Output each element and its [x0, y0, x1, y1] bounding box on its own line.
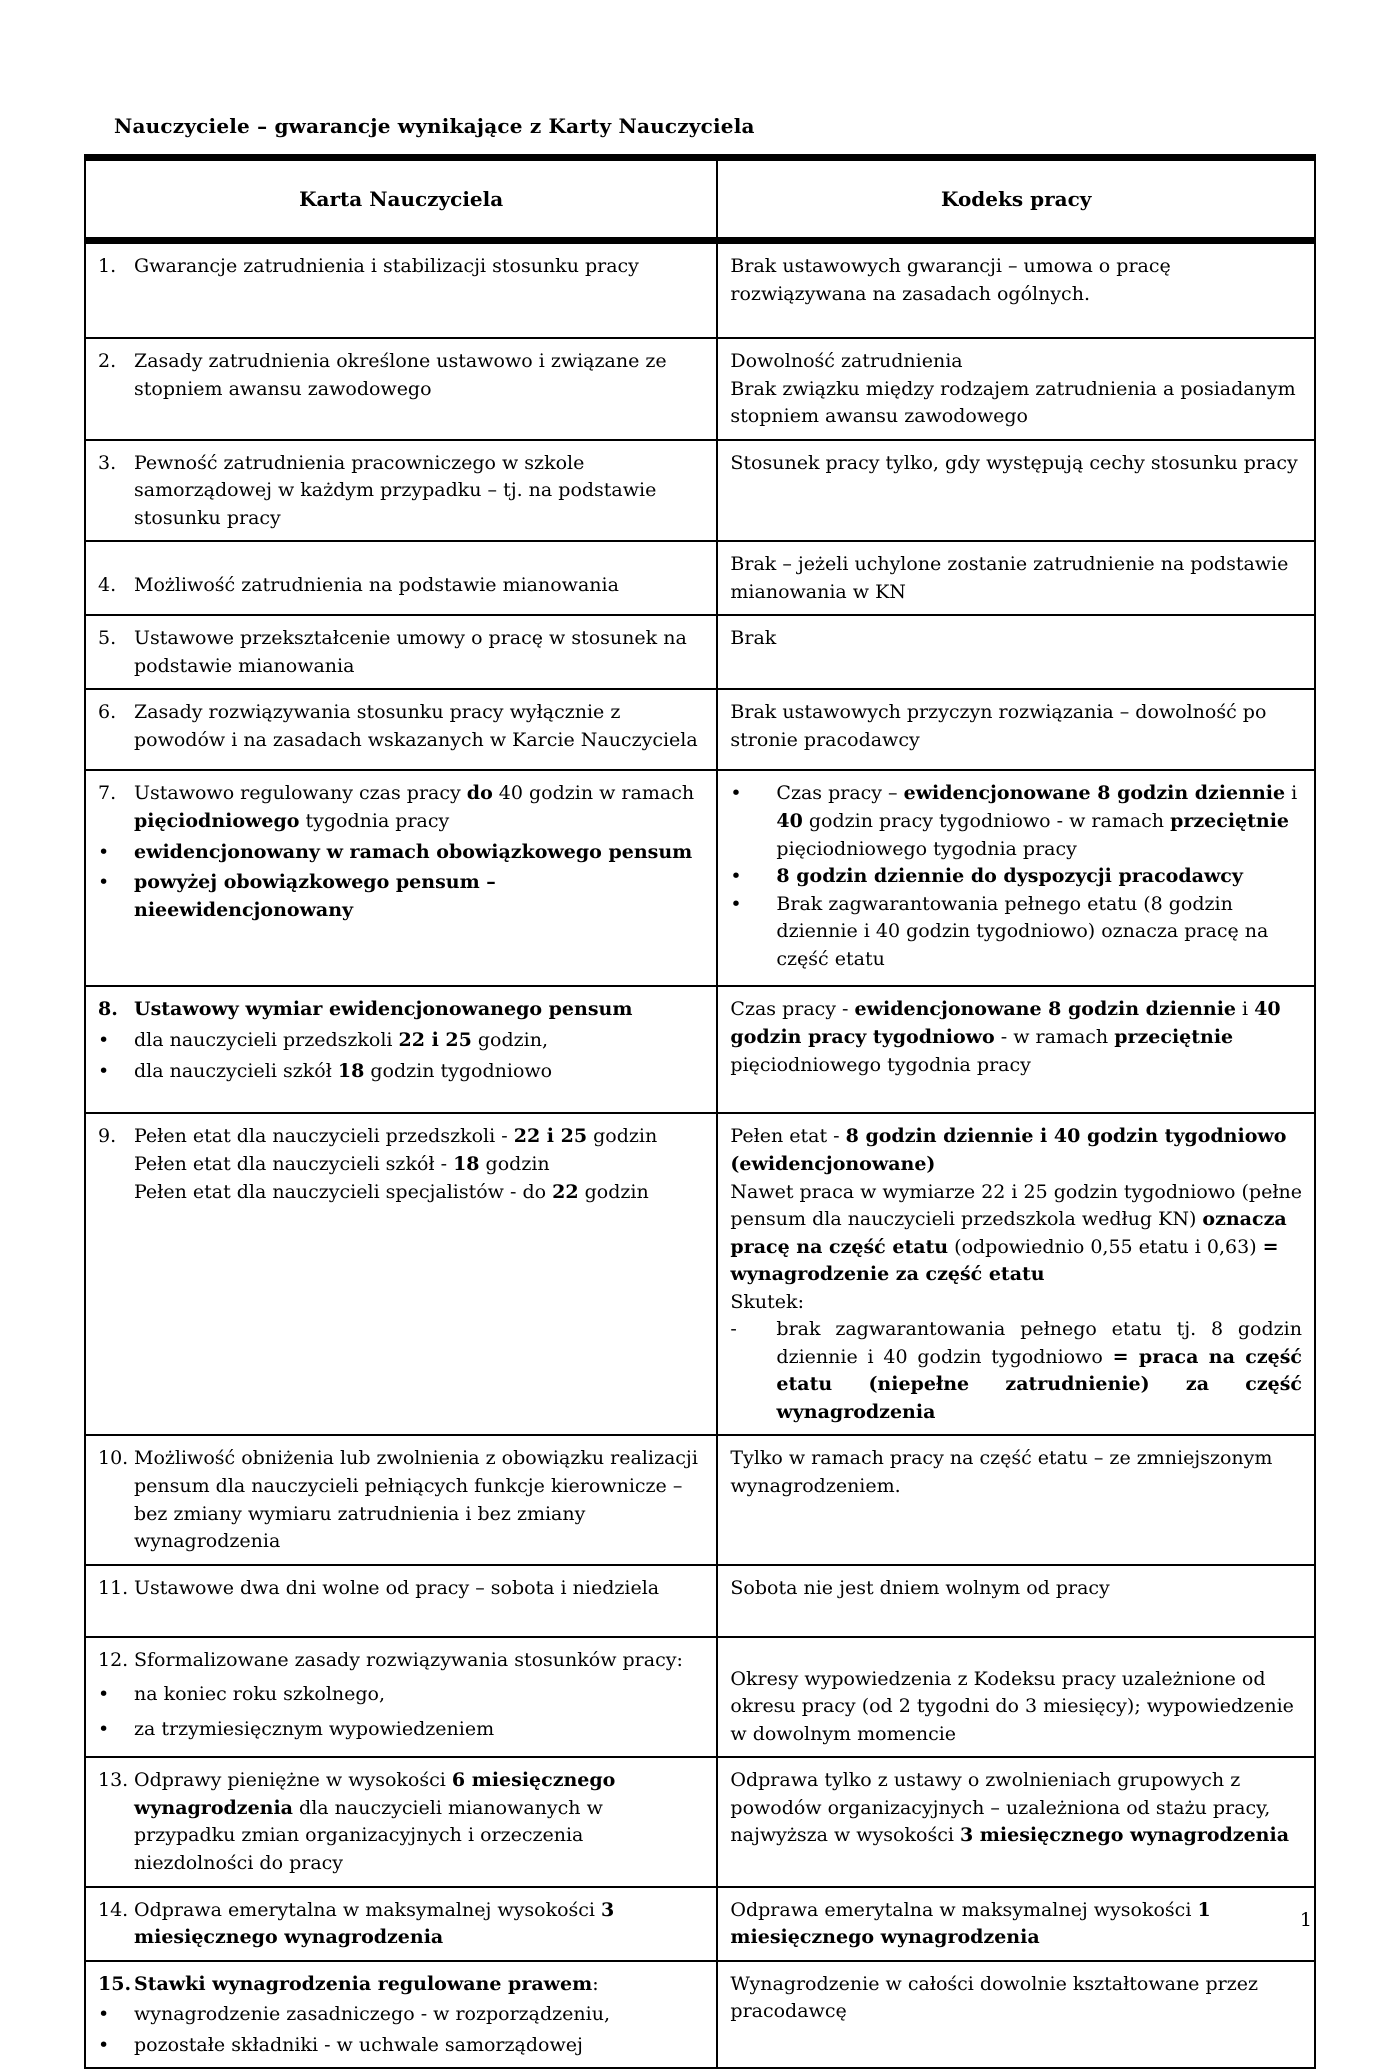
list-item-text: dla nauczycieli przedszkoli 22 i 25 godzin,: [134, 1029, 549, 1052]
list-marker: -: [730, 1318, 737, 1341]
list-item: [98, 625, 704, 680]
list-item-text: ewidencjonowany w ramach obowiązkowego pensum: [134, 840, 693, 863]
paragraph: Pełen etat - 8 godzin dziennie i 40 godzin tygodniowo (ewidencjonowane): [730, 1125, 1287, 1176]
list-item: [98, 572, 704, 600]
list-item-text: Ustawowe dwa dni wolne od pracy – sobota i niedziela: [134, 1576, 660, 1599]
kodeks-cell: [718, 244, 1314, 337]
list-marker: 11.: [98, 1576, 129, 1599]
karta-cell: [86, 1638, 718, 1757]
list-marker: 4.: [98, 574, 117, 597]
list-item-text: Zasady rozwiązywania stosunku pracy wyłącznie z powodów i na zasadach wskazanych w Karcie Nauczyciela: [134, 701, 698, 752]
table-row: [86, 1960, 1314, 2068]
list-marker: 15.: [98, 1972, 132, 1995]
list-item: [98, 1027, 704, 1055]
paragraph: Brak ustawowych przyczyn rozwiązania – dowolność po stronie pracodawcy: [730, 701, 1267, 752]
paragraph: Odprawa tylko z ustawy o zwolnieniach grupowych z powodów organizacyjnych – uzależniona od stażu pracy, najwyższa w wysokości 3 miesięcznego wynagrodzenia: [730, 1769, 1290, 1847]
list-item-text: pozostałe składniki - w uchwale samorządowej: [134, 2033, 583, 2056]
paragraph: Okresy wypowiedzenia z Kodeksu pracy uzależnione od okresu pracy (od 2 tygodni do 3 miesięcy); wypowiedzenie w dowolnym momencie: [730, 1667, 1294, 1745]
list-marker: 2.: [98, 350, 117, 372]
list-item: [98, 1058, 704, 1086]
list-item: [98, 1971, 704, 1999]
karta-cell: [86, 771, 718, 985]
kodeks-cell: [718, 339, 1314, 439]
karta-cell: [86, 1436, 718, 1563]
karta-cell: [86, 339, 718, 439]
list-item-text: 8 godzin dziennie do dyspozycji pracodawcy: [776, 865, 1243, 888]
list-marker: 3.: [98, 451, 117, 474]
table-row: [86, 244, 1314, 337]
paragraph: Dowolność zatrudnienia: [730, 350, 963, 372]
list-item-text: Możliwość obniżenia lub zwolnienia z obowiązku realizacji pensum dla nauczycieli pełniących funkcje kierownicze – bez zmiany wymiaru zatrudnienia i bez zmiany wynagrodzenia: [134, 1447, 698, 1553]
list-marker: 12.: [98, 1648, 129, 1671]
list-item-text: dla nauczycieli szkół 18 godzin tygodniowo: [134, 1059, 553, 1082]
list-item-text: Sformalizowane zasady rozwiązywania stosunków pracy:: [134, 1648, 683, 1671]
paragraph: Czas pracy - ewidencjonowane 8 godzin dziennie i 40 godzin pracy tygodniowo - w ramach przeciętnie pięciodniowego tygodnia pracy: [730, 998, 1281, 1076]
paragraph: Nawet praca w wymiarze 22 i 25 godzin tygodniowo (pełne pensum dla nauczycieli przedszkola według KN) oznacza pracę na część etatu (odpowiednio 0,55 etatu i 0,63) = wynagrodzenie za część etatu: [730, 1180, 1302, 1286]
paragraph: Pełen etat dla nauczycieli specjalistów - do 22 godzin: [134, 1180, 649, 1203]
kodeks-cell: [718, 1436, 1314, 1563]
paragraph: Tylko w ramach pracy na część etatu – ze zmniejszonym wynagrodzeniem.: [730, 1447, 1273, 1498]
table-row: [86, 540, 1314, 614]
list-item: [730, 863, 1302, 891]
list-item: [98, 1681, 704, 1709]
kodeks-cell: [718, 1962, 1314, 2068]
column-header-karta-nauczyciela: Karta Nauczyciela: [86, 161, 718, 237]
kodeks-cell: [718, 1114, 1314, 1434]
list-marker: •: [98, 1717, 110, 1740]
list-item-text: brak zagwarantowania pełnego etatu tj. 8 godzin dziennie i 40 godzin tygodniowo = praca na część etatu (niepełne zatrudnienie) za część wynagrodzenia: [776, 1318, 1302, 1423]
comparison-table: [84, 154, 1316, 2069]
paragraph: Odprawa emerytalna w maksymalnej wysokości 1 miesięcznego wynagrodzenia: [730, 1898, 1211, 1949]
list-item: [98, 1445, 704, 1555]
list-item: [98, 996, 704, 1024]
kodeks-cell: [718, 542, 1314, 614]
karta-cell: [86, 987, 718, 1112]
paragraph: Brak związku między rodzajem zatrudnienia a posiadanym stopniem awansu zawodowego: [730, 377, 1296, 428]
list-item: [98, 2001, 704, 2029]
list-item: [98, 1716, 704, 1744]
list-marker: •: [98, 840, 110, 863]
kodeks-cell: [718, 1638, 1314, 1757]
list-item: [730, 780, 1302, 863]
list-item: [98, 1647, 704, 1675]
list-item: [730, 891, 1302, 974]
karta-cell: [86, 1566, 718, 1636]
kodeks-cell: [718, 441, 1314, 541]
list-marker: •: [98, 1059, 110, 1082]
list-item: [98, 1575, 704, 1603]
list-marker: 7.: [98, 782, 117, 805]
list-item-text: powyżej obowiązkowego pensum – nieewidencjonowany: [134, 871, 496, 921]
list-marker: 5.: [98, 627, 117, 650]
list-marker: 10.: [98, 1447, 129, 1470]
table-row: [86, 1756, 1314, 1885]
list-item-text: Ustawowe przekształcenie umowy o pracę w stosunek na podstawie mianowania: [134, 627, 687, 677]
table-row: [86, 769, 1314, 985]
list-marker: 8.: [98, 998, 118, 1021]
column-header-kodeks-pracy: Kodeks pracy: [941, 187, 1092, 211]
table-row: [86, 1636, 1314, 1757]
paragraph: Brak – jeżeli uchylone zostanie zatrudnienie na podstawie mianowania w KN: [730, 553, 1289, 603]
page-number: 1: [1299, 1909, 1312, 1932]
list-item-text: Gwarancje zatrudnienia i stabilizacji stosunku pracy: [134, 255, 639, 277]
karta-cell: [86, 1114, 718, 1434]
karta-cell: [86, 441, 718, 541]
kodeks-cell: [718, 1888, 1314, 1960]
list-item-text: Czas pracy – ewidencjonowane 8 godzin dziennie i 40 godzin pracy tygodniowo - w ramach przeciętnie pięciodniowego tygodnia pracy: [776, 782, 1298, 860]
kodeks-cell: [718, 690, 1314, 769]
list-marker: 1.: [98, 255, 117, 277]
table-row: [86, 1564, 1314, 1636]
kodeks-cell: [718, 1758, 1314, 1885]
list-marker: •: [730, 782, 742, 805]
list-marker: •: [730, 865, 742, 888]
table-row: [86, 337, 1314, 439]
list-item: [98, 2032, 704, 2060]
list-marker: •: [98, 2033, 110, 2056]
list-item-text: na koniec roku szkolnego,: [134, 1683, 386, 1706]
list-marker: 9.: [98, 1125, 117, 1148]
list-item: [98, 1123, 704, 1151]
list-item-text: Zasady zatrudnienia określone ustawowo i związane ze stopniem awansu zawodowego: [134, 350, 667, 400]
list-item: [98, 839, 704, 867]
list-item: [98, 1767, 704, 1877]
list-item: [98, 450, 704, 533]
table-row: [86, 614, 1314, 688]
karta-cell: [86, 542, 718, 614]
table-header-row: [86, 161, 1314, 244]
list-item: [98, 348, 704, 403]
table-row: [86, 439, 1314, 541]
list-marker: •: [98, 871, 110, 894]
kodeks-cell: [718, 616, 1314, 688]
list-marker: 13.: [98, 1769, 129, 1792]
list-item-text: Ustawowo regulowany czas pracy do 40 godzin w ramach pięciodniowego tygodnia pracy: [134, 782, 695, 833]
list-item-text: Odprawa emerytalna w maksymalnej wysokości 3 miesięcznego wynagrodzenia: [134, 1898, 615, 1949]
paragraph: Stosunek pracy tylko, gdy występują cechy stosunku pracy: [730, 451, 1298, 474]
table-row: [86, 1434, 1314, 1563]
list-item-text: Odprawy pieniężne w wysokości 6 miesięcznego wynagrodzenia dla nauczycieli mianowanych w przypadku zmian organizacyjnych i orzeczenia niezdolności do pracy: [134, 1769, 616, 1874]
table-row: [86, 1112, 1314, 1434]
list-item: [98, 869, 704, 924]
paragraph: Sobota nie jest dniem wolnym od pracy: [730, 1576, 1110, 1599]
paragraph: Brak ustawowych gwarancji – umowa o pracę rozwiązywana na zasadach ogólnych.: [730, 255, 1171, 305]
page-title: Nauczyciele – gwarancje wynikające z Karty Nauczyciela: [114, 114, 755, 138]
list-marker: •: [98, 2003, 110, 2026]
list-item: [98, 1897, 704, 1952]
karta-cell: [86, 1962, 718, 2068]
list-item-text: Pewność zatrudnienia pracowniczego w szkole samorządowej w każdym przypadku – tj. na podstawie stosunku pracy: [134, 451, 657, 529]
list-item: [730, 1316, 1302, 1426]
list-item-text: Brak zagwarantowania pełnego etatu (8 godzin dziennie i 40 godzin tygodniowo) oznacza pracę na część etatu: [776, 892, 1269, 970]
paragraph: Skutek:: [730, 1290, 804, 1313]
kodeks-cell: [718, 771, 1314, 985]
karta-cell: [86, 1888, 718, 1960]
list-item-text: Możliwość zatrudnienia na podstawie mianowania: [134, 574, 619, 597]
table-row: [86, 688, 1314, 769]
list-item-text: za trzymiesięcznym wypowiedzeniem: [134, 1717, 495, 1740]
list-marker: •: [98, 1029, 110, 1052]
paragraph: Wynagrodzenie w całości dowolnie kształtowane przez pracodawcę: [730, 1972, 1258, 2023]
list-item-text: Ustawowy wymiar ewidencjonowanego pensum: [134, 998, 633, 1021]
table-row: [86, 1886, 1314, 1960]
karta-cell: [86, 244, 718, 337]
list-item-text: Stawki wynagrodzenia regulowane prawem:: [134, 1972, 599, 1995]
karta-cell: [86, 690, 718, 769]
list-item: [98, 253, 704, 281]
list-marker: •: [730, 892, 742, 915]
list-item-text: Pełen etat dla nauczycieli przedszkoli - 22 i 25 godzin: [134, 1125, 658, 1148]
karta-cell: [86, 616, 718, 688]
list-item: [98, 699, 704, 754]
karta-cell: [86, 1758, 718, 1885]
paragraph: Brak: [730, 627, 777, 650]
list-marker: 14.: [98, 1898, 129, 1921]
list-marker: 6.: [98, 701, 117, 724]
kodeks-cell: [718, 1566, 1314, 1636]
list-item: [98, 780, 704, 835]
kodeks-cell: [718, 987, 1314, 1112]
list-marker: •: [98, 1683, 110, 1706]
table-row: [86, 985, 1314, 1112]
paragraph: Pełen etat dla nauczycieli szkół - 18 godzin: [134, 1153, 550, 1176]
list-item-text: wynagrodzenie zasadniczego - w rozporządzeniu,: [134, 2003, 611, 2026]
